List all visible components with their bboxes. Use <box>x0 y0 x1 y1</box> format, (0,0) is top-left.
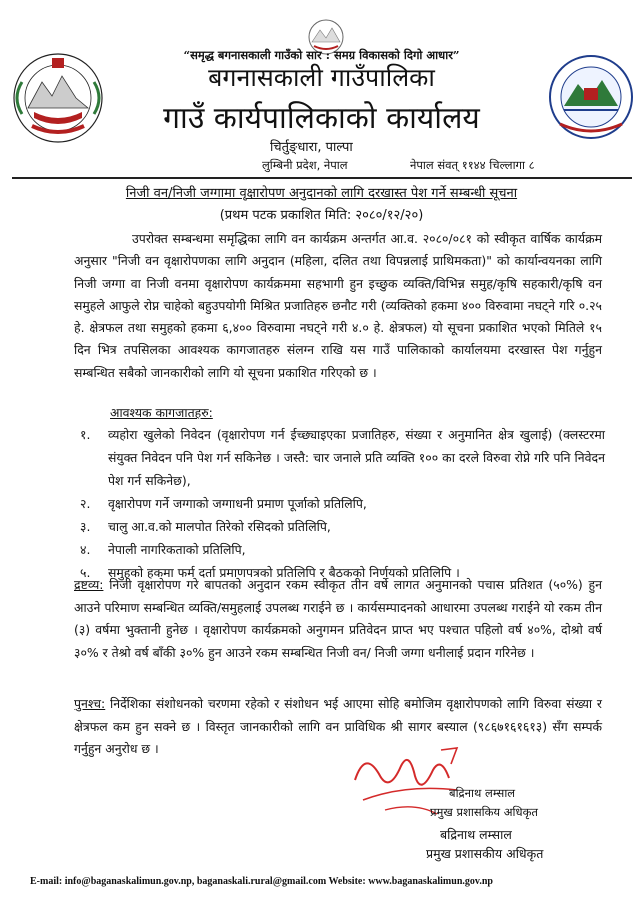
list-item-number: २. <box>80 496 91 511</box>
documents-list <box>80 423 605 584</box>
list-item-number: ४. <box>80 542 91 557</box>
office-name: गाउँ कार्यपालिकाको कार्यालय <box>163 101 480 136</box>
era-line: नेपाल संवत् ११४४ चिल्लागा ८ <box>410 158 535 172</box>
list-item-text: वृक्षारोपण गर्ने जग्गाको जग्गाधनी प्रमाण पूर्जाको प्रतिलिपि, <box>108 496 367 511</box>
list-item-number: १. <box>80 427 91 442</box>
note-text: निर्देशिका संशोधनको चरणमा रहेको र संशोधन भई आएमा सोहि बमोजिम वृक्षारोपणको लागि विरुवा संख्या र क्षेत्रफल कम हुन सक्ने छ । विस्तृत जानकारीको लागि वन प्राविधिक श्री सागर बस्याल (९८६७१६१६१३) सँग सम्पर्क गर्नुहुन अनुरोध छ । <box>74 696 602 756</box>
footer-contact: E-mail: info@baganaskalimun.gov.np, baganaskali.rural@gmail.com Website: www.baganaskalimun.gov.np <box>30 876 493 887</box>
signatory-typed-title: प्रमुख प्रशासकिय अधिकृत <box>430 805 538 819</box>
list-item-text: समुहको हकमा फर्म दर्ता प्रमाणपत्रको प्रतिलिपि र बैठकको निर्णयको प्रतिलिपि । <box>108 565 460 580</box>
list-item-text: व्यहोरा खुलेको निवेदन (वृक्षारोपण गर्न ईच्छ्याइएका प्रजातिहरु, संख्या र अनुमानित क्षेत्र खुलाई) (क्लस्टरमा संयुक्त निवेदन पनि पेश गर्न सकिनेछ । जस्तै: चार जनाले प्रति व्यक्ति १०० का दरले विरुवा रोप्ने गरि पनि निवेदन पेश गर्न सकिनेछ), <box>108 427 605 488</box>
note-label: द्रष्टव्य: <box>74 577 104 592</box>
note-drashtavya <box>74 574 602 664</box>
list-item-number: ५. <box>80 565 91 580</box>
header-divider <box>12 177 632 179</box>
list-item <box>80 515 605 538</box>
note-label: पुनश्च: <box>74 696 106 711</box>
list-item <box>80 492 605 515</box>
list-item-number: ३. <box>80 519 91 534</box>
published-date: (प्रथम पटक प्रकाशित मिति: २०८०/१२/२०) <box>219 208 424 223</box>
documents-heading: आवश्यक कागजातहरु: <box>110 405 213 420</box>
municipality-name: बगनासकाली गाउँपालिका <box>208 63 435 92</box>
note-text: निजी वृक्षारोपण गरे बापतको अनुदान रकम स्वीकृत तीन वर्षे लागत अनुमानको पचास प्रतिशत (५०%) हुन आउने परिमाण सम्बन्धित व्यक्ति/समुहलाई उपलब्ध गराईने छ । कार्यसम्पादनको आधारमा उपलब्ध गराईने यो रकम तीन (३) वर्षमा भुक्तानी हुनेछ । वृक्षारोपण कार्यक्रमको अनुगमन प्रतिवेदन प्राप्त भए पश्चात पहिलो वर्ष ४०%, दोश्रो वर्ष ३०% र तेश्रो वर्ष बाँकी ३०% हुन आउने रकम सम्बन्धित निजी वन/ निजी जग्गा धनीलाई प्रदान गरिनेछ । <box>74 577 602 660</box>
list-item <box>80 538 605 561</box>
motto: “समृद्ध बगनासकाली गाउँको सार : समग्र विकासको दिगो आधार” <box>183 48 460 62</box>
signatory-typed-name: बद्रिनाथ लम्साल <box>449 786 516 800</box>
location-line: चिर्तुङ्धारा, पाल्पा <box>270 140 353 155</box>
notice-subject: निजी वन/निजी जग्गामा वृक्षारोपण अनुदानको लागि दरखास्त पेश गर्ने सम्बन्धी सूचना <box>125 186 518 201</box>
province-line: लुम्बिनी प्रदेश, नेपाल <box>262 158 348 172</box>
nepal-emblem-left <box>12 52 104 144</box>
note-punashcha <box>74 693 602 761</box>
list-item-text: चालु आ.व.को मालपोत तिरेको रसिदको प्रतिलिपि, <box>108 519 331 534</box>
municipality-logo-right <box>548 52 634 142</box>
notice-body <box>74 228 602 384</box>
signatory-stamp-name: बद्रिनाथ लम्साल <box>440 827 512 842</box>
list-item <box>80 423 605 492</box>
list-item-text: नेपाली नागरिकताको प्रतिलिपि, <box>108 542 246 557</box>
signatory-stamp-title: प्रमुख प्रशासकीय अधिकृत <box>426 846 544 861</box>
notice-body-text: उपरोक्त सम्बन्धमा समृद्धिका लागि वन कार्यक्रम अन्तर्गत आ.व. २०८०/०८१ को स्वीकृत वार्षिक कार्यक्रम अनुसार "निजी वन वृक्षारोपणका लागि अनुदान (महिला, दलित तथा विपन्नलाई प्राथिमकता)" को कार्यान्वयनका लागि निजी जग्गा वा निजी वनमा वृक्षारोपण कार्यक्रममा सहभागी हुन इच्छुक व्यक्ति/विभिन्न समुह/कृषि सहकारी/कृषि वन समुहले आफुले रोप्न चाहेको बहुउपयोगी मिश्रित प्रजातिहरु छनौट गरी (व्यक्तिको हकमा ४०० विरुवामा नघट्ने गरि ०.२५ हे. क्षेत्रफल तथा समुहको हकमा ६,४०० विरुवामा नघट्ने गरी ४.० हे. क्षेत्रफल) यो सूचना प्रकाशित भएको मितिले १५ दिन भित्र तपसिलका आवश्यक कागजातहरु संलग्न राखि यस गाउँ पालिकाको कार्यालयमा दरखास्त पेश गर्नुहुन सम्बन्धित सबैको जानकारीको लागि यो सूचना प्रकाशित गरिएको छ । <box>74 231 602 380</box>
